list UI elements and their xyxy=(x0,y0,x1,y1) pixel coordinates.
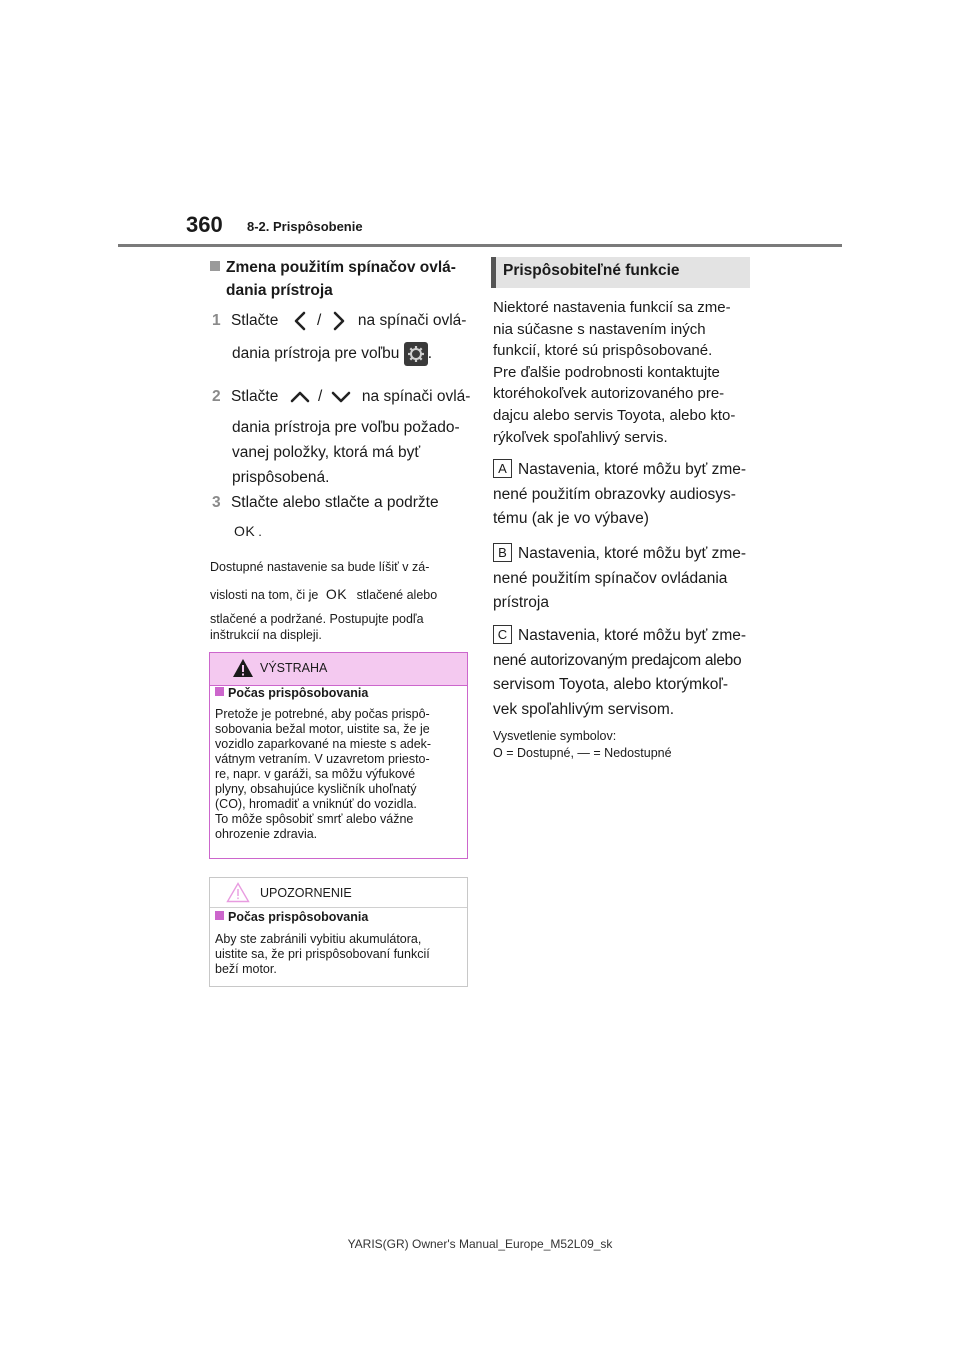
option-a xyxy=(493,458,755,532)
ok-button-icon: OK xyxy=(325,586,348,602)
step-text: Stlačte xyxy=(230,388,279,405)
warning-icon xyxy=(232,658,254,678)
note-text: stlačené alebo xyxy=(356,588,438,602)
legend-title: Vysvetlenie symbolov: xyxy=(493,729,617,743)
letter-c-badge: C xyxy=(493,625,512,644)
legend-text: O = Dostupné, — = Nedostupné xyxy=(493,746,672,760)
option-line: vek spoľahlivým servisom. xyxy=(493,700,675,718)
note-line3: stlačené a podržané. Postupujte podľa xyxy=(210,612,424,626)
step-text: Stlačte alebo stlačte a podržte xyxy=(230,494,439,511)
step-3 xyxy=(212,490,439,515)
period: . xyxy=(258,524,262,539)
step-1-line2 xyxy=(232,341,432,366)
caution-line: Aby ste zabránili vybitiu akumulátora, xyxy=(215,932,422,946)
square-bullet-icon xyxy=(210,261,220,271)
step-2 xyxy=(212,384,472,409)
caution-subtitle xyxy=(215,910,368,924)
left-heading-line2: dania prístroja xyxy=(226,282,333,299)
step-3-line2 xyxy=(234,519,262,544)
warning-title: VÝSTRAHA xyxy=(260,661,328,675)
step-number: 3 xyxy=(212,494,221,511)
paragraph-line: ktoréhokoľvek autorizovaného pre- xyxy=(493,385,725,403)
left-heading-line1: Zmena použitím spínačov ovlá- xyxy=(226,259,456,276)
period: . xyxy=(427,345,432,362)
step-number: 1 xyxy=(212,312,221,329)
letter-b-badge: B xyxy=(493,543,512,562)
caution-text xyxy=(215,932,465,977)
option-line: servisom Toyota, alebo ktorýmkoľ- xyxy=(493,676,729,693)
step-number: 2 xyxy=(212,388,221,405)
footer-text: YARIS(GR) Owner's Manual_Europe_M52L09_sk xyxy=(347,1237,613,1251)
ok-button-icon: OK xyxy=(234,523,256,539)
note-line2 xyxy=(210,584,437,605)
square-bullet-icon xyxy=(215,911,224,920)
warning-subtitle-text: Počas prispôsobovania xyxy=(228,686,369,700)
paragraph-line: Niektoré nastavenia funkcií sa zme- xyxy=(493,299,731,316)
step-text: dania prístroja pre voľbu xyxy=(232,345,400,362)
caution-line: beží motor. xyxy=(215,962,277,976)
warning-line: vozidlo zaparkované na mieste s adek- xyxy=(215,737,432,751)
chevron-down-icon xyxy=(330,388,352,406)
step-2-line3: vanej položky, ktorá má byť xyxy=(232,444,421,461)
option-line: prístroja xyxy=(493,594,549,611)
chevron-right-icon xyxy=(330,310,348,332)
caution-line: uistite sa, že pri prispôsobovaní funkcií xyxy=(215,947,430,961)
note-line1: Dostupné nastavenie sa bude líšiť v zá- xyxy=(210,560,430,574)
warning-line: ohrozenie zdravia. xyxy=(215,827,318,841)
note-text: vislosti na tom, či je xyxy=(210,588,319,602)
paragraph-line: Pre ďalšie podrobnosti kontaktujte xyxy=(493,363,720,381)
page-number: 360 xyxy=(186,212,223,237)
warning-line: (CO), hromadiť a vniknúť do vozidla. xyxy=(215,797,417,811)
letter-a-badge: A xyxy=(493,459,512,478)
option-line: nené autorizovaným predajcom alebo xyxy=(493,651,742,669)
note-line4: inštrukcií na displeji. xyxy=(210,628,322,642)
warning-header xyxy=(210,653,467,686)
section-title: 8-2. Prispôsobenie xyxy=(247,219,363,234)
heading-accent-bar xyxy=(491,257,496,288)
paragraph-line: nia súčasne s nastavením iných xyxy=(493,320,706,338)
option-line: nené použitím spínačov ovládania xyxy=(493,569,728,587)
warning-line: Pretože je potrebné, aby počas prispô- xyxy=(215,707,430,721)
right-heading-text: Prispôsobiteľné funkcie xyxy=(503,262,680,279)
warning-box xyxy=(209,652,468,859)
option-line: Nastavenia, ktoré môžu byť zme- xyxy=(518,627,747,644)
header-divider xyxy=(118,244,842,247)
option-b xyxy=(493,542,755,616)
step-1 xyxy=(212,308,472,333)
paragraph-line: funkcií, ktoré sú prispôsobované. xyxy=(493,342,713,360)
option-line: Nastavenia, ktoré môžu byť zme- xyxy=(518,545,747,562)
chevron-up-icon xyxy=(289,388,311,406)
paragraph-line: rýkoľvek spoľahlivý servis. xyxy=(493,428,668,446)
warning-line: plyny, obsahujúce kysličník uhoľnatý xyxy=(215,782,417,796)
step-2-line2: dania prístroja pre voľbu požado- xyxy=(232,419,460,436)
caution-box xyxy=(209,877,468,987)
paragraph-line: dajcu alebo servis Toyota, alebo kto- xyxy=(493,406,736,424)
option-c xyxy=(493,624,755,722)
caution-title: UPOZORNENIE xyxy=(260,886,352,900)
separator: / xyxy=(317,388,323,405)
option-line: nené použitím obrazovky audiosys- xyxy=(493,485,736,503)
left-heading xyxy=(210,256,468,302)
warning-line: vátnym vetraním. V uzavretom priesto- xyxy=(215,752,430,766)
caution-header xyxy=(210,878,467,908)
step-text: na spínači ovlá- xyxy=(357,312,467,329)
caution-icon xyxy=(226,882,250,903)
step-text: Stlačte xyxy=(230,312,279,329)
step-text: na spínači ovlá- xyxy=(361,388,471,405)
step-2-line4: prispôsobená. xyxy=(232,469,330,486)
right-paragraph xyxy=(493,297,753,448)
chevron-left-icon xyxy=(291,310,309,332)
caution-subtitle-text: Počas prispôsobovania xyxy=(228,910,369,924)
square-bullet-icon xyxy=(215,687,224,696)
separator: / xyxy=(316,312,322,329)
gear-icon xyxy=(404,342,428,366)
warning-text xyxy=(215,707,465,842)
warning-line: sobovania bežal motor, uistite sa, že je xyxy=(215,722,430,736)
warning-line: To môže spôsobiť smrť alebo vážne xyxy=(215,812,414,826)
warning-line: re, napr. v garáži, sa môžu výfukové xyxy=(215,767,416,781)
option-line: tému (ak je vo výbave) xyxy=(493,510,649,527)
warning-subtitle xyxy=(215,686,368,700)
option-line: Nastavenia, ktoré môžu byť zme- xyxy=(518,461,747,478)
right-section-heading xyxy=(491,257,750,288)
